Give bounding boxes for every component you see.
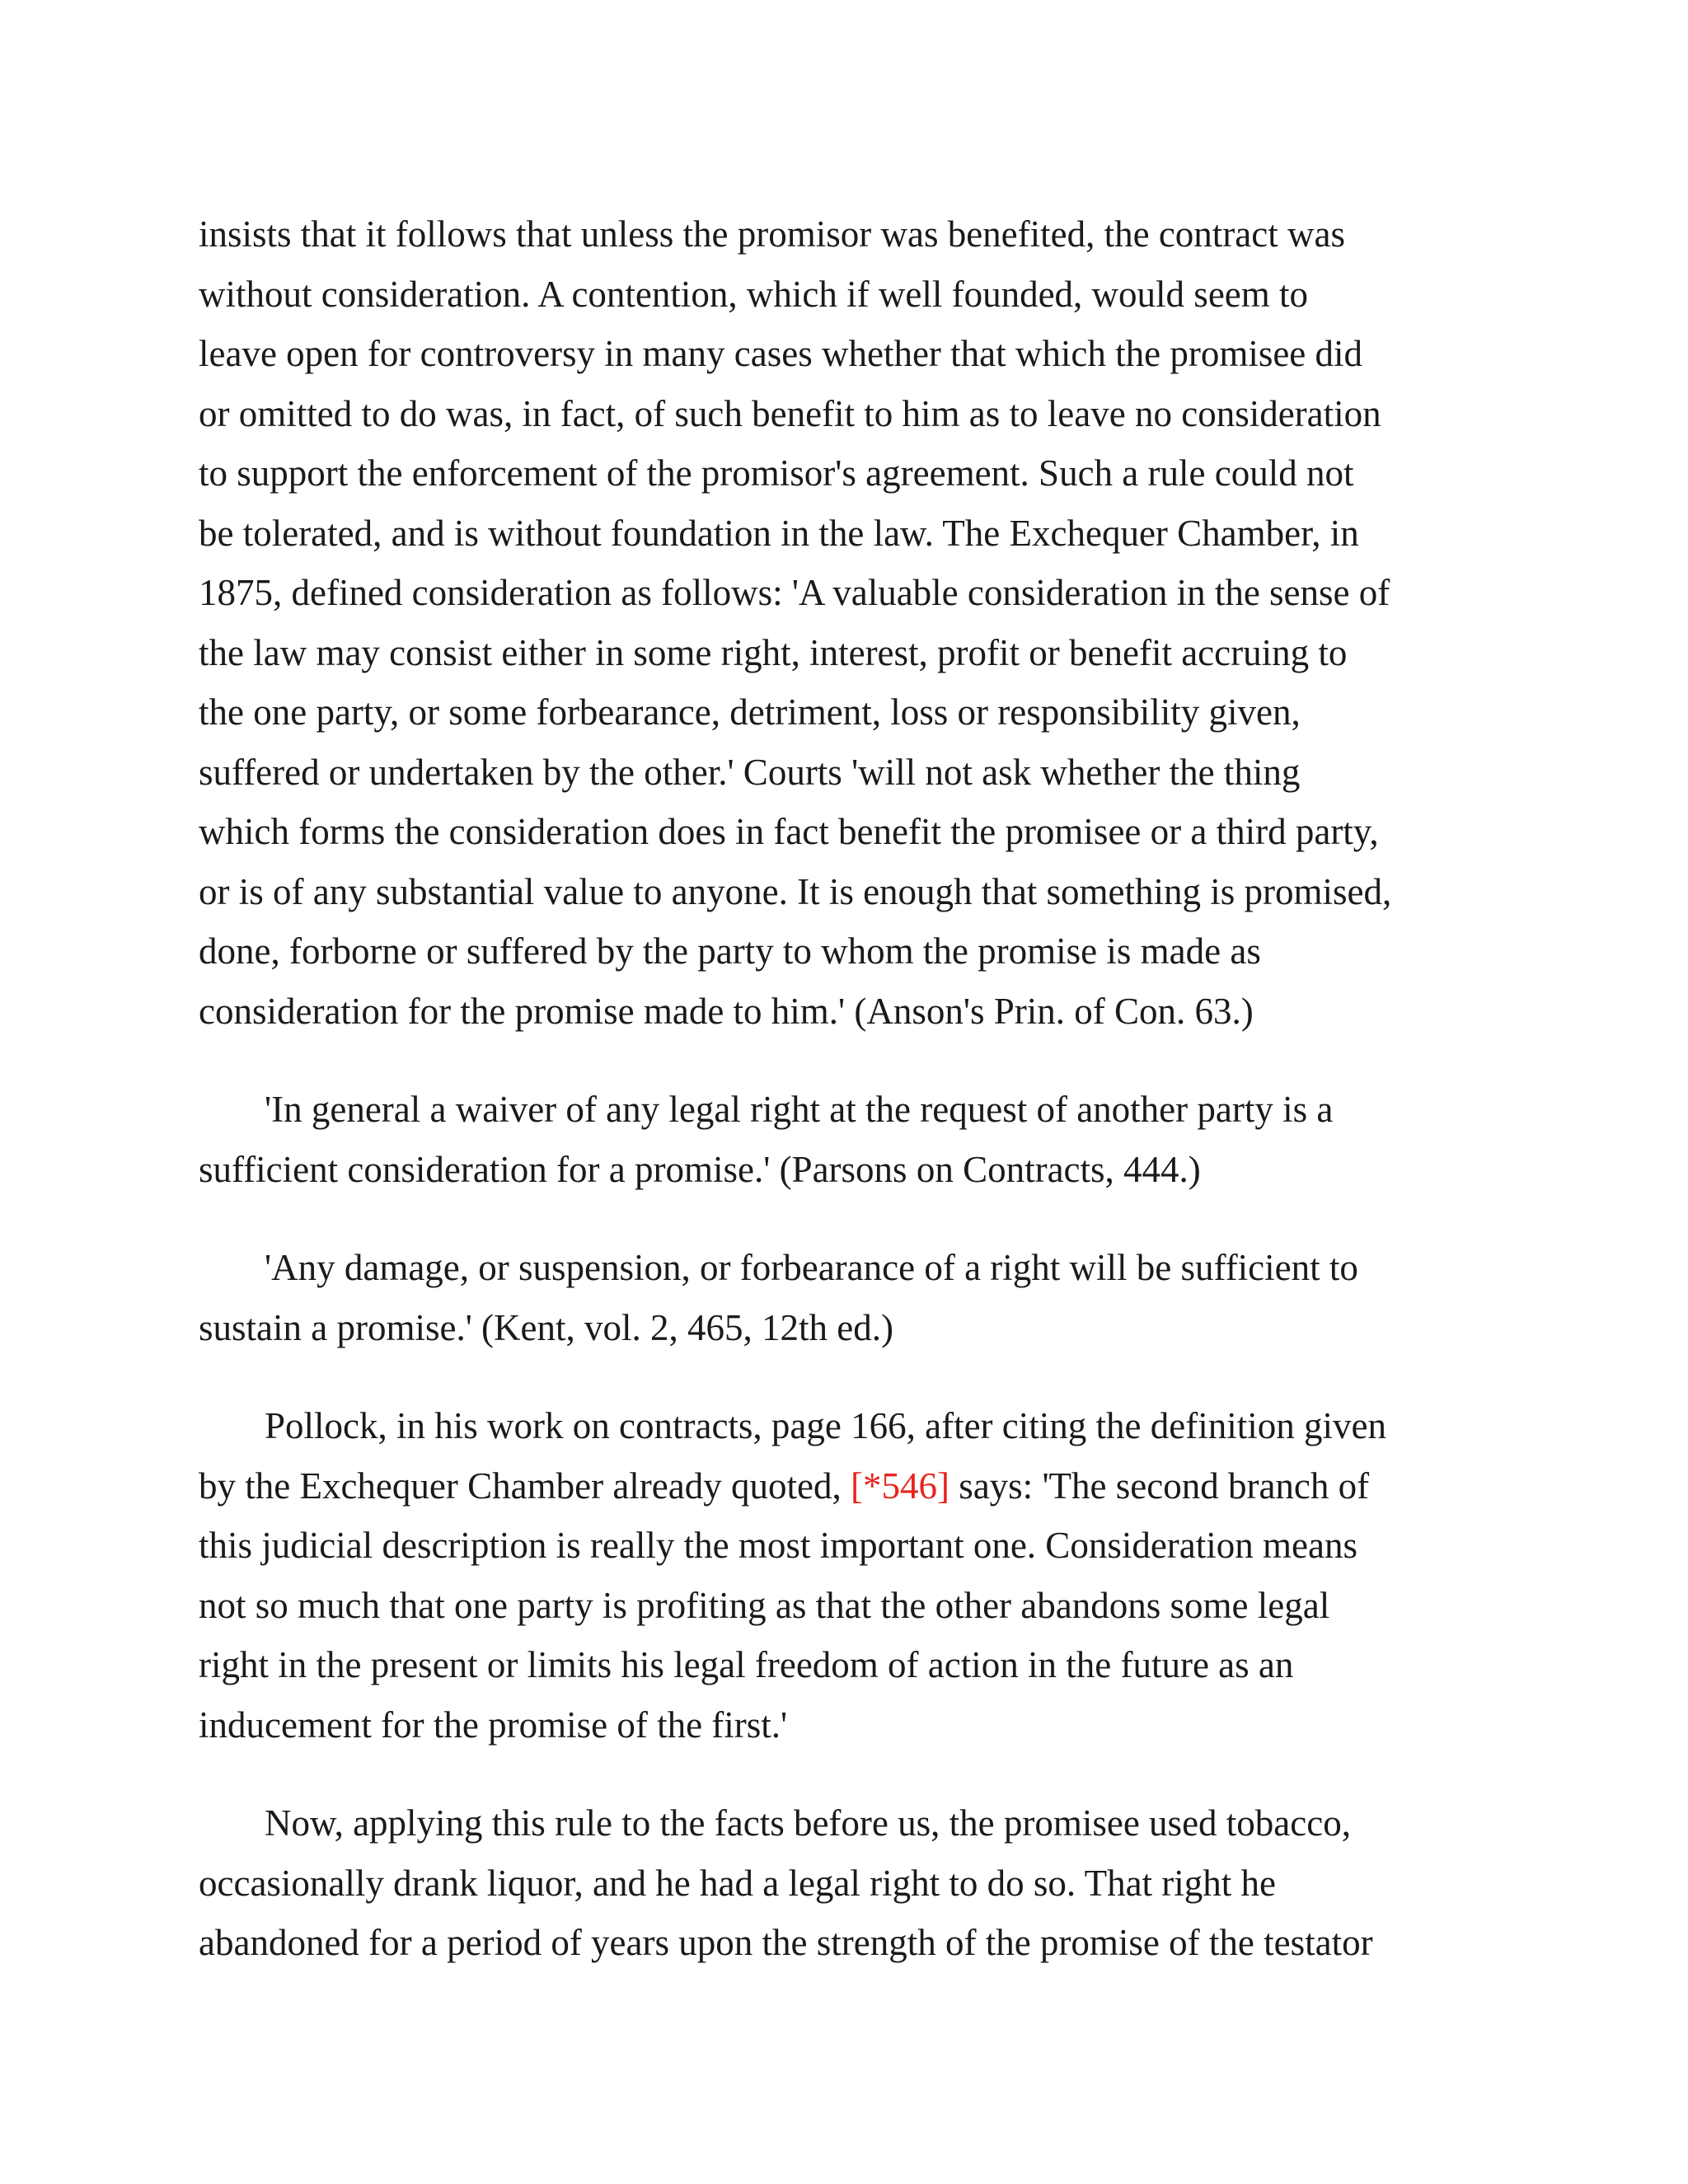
text-segment: by the Exchequer Chamber already quoted, [199,1465,851,1507]
text-line: not so much that one party is profiting as that the other abandons some legal [199,1584,1330,1626]
text-line: Pollock, in his work on contracts, page 166, after citing the definition given [265,1405,1386,1446]
text-line: Now, applying this rule to the facts before us, the promisee used tobacco, [265,1802,1351,1844]
text-line: done, forborne or suffered by the party to whom the promise is made as [199,930,1261,972]
text-line: sustain a promise.' (Kent, vol. 2, 465, 12th ed.) [199,1306,893,1348]
text-line: suffered or undertaken by the other.' Courts 'will not ask whether the thing [199,751,1301,793]
text-line: to support the enforcement of the promisor's agreement. Such a rule could not [199,452,1354,494]
paragraph-3 [199,1238,1501,1357]
text-line: be tolerated, and is without foundation in the law. The Exchequer Chamber, in [199,512,1359,554]
text-line: the law may consist either in some right, interest, profit or benefit accruing to [199,631,1348,673]
text-line: without consideration. A contention, which if well founded, would seem to [199,273,1309,315]
paragraph-4 [199,1396,1501,1755]
document-body [199,204,1501,2012]
text-line: 1875, defined consideration as follows: 'A valuable consideration in the sense of [199,572,1390,613]
text-line: sufficient consideration for a promise.' (Parsons on Contracts, 444.) [199,1148,1201,1190]
text-segment: says: 'The second branch of [949,1465,1370,1507]
text-line: inducement for the promise of the first.' [199,1704,788,1746]
text-line: leave open for controversy in many cases whether that which the promisee did [199,333,1363,374]
text-line: which forms the consideration does in fact benefit the promisee or a third party, [199,811,1379,852]
text-line: this judicial description is really the most important one. Consideration means [199,1525,1357,1566]
paragraph-5 [199,1793,1501,1973]
text-line [199,1456,1501,1516]
text-line: abandoned for a period of years upon the strength of the promise of the testator [199,1922,1373,1963]
text-line: occasionally drank liquor, and he had a legal right to do so. That right he [199,1862,1277,1904]
paragraph-2 [199,1080,1501,1199]
text-line: insists that it follows that unless the promisor was benefited, the contract was [199,213,1345,255]
text-line: or omitted to do was, in fact, of such benefit to him as to leave no consideration [199,392,1381,434]
page-pin-link[interactable]: [*546] [850,1465,950,1507]
text-line: 'In general a waiver of any legal right at the request of another party is a [265,1089,1334,1130]
text-line: or is of any substantial value to anyone. It is enough that something is promised, [199,870,1392,912]
text-line: 'Any damage, or suspension, or forbearance of a right will be sufficient to [265,1247,1358,1288]
paragraph-1 [199,204,1501,1041]
text-line: the one party, or some forbearance, detriment, loss or responsibility given, [199,691,1301,733]
text-line: right in the present or limits his legal freedom of action in the future as an [199,1644,1294,1685]
text-line: consideration for the promise made to him.' (Anson's Prin. of Con. 63.) [199,990,1254,1032]
